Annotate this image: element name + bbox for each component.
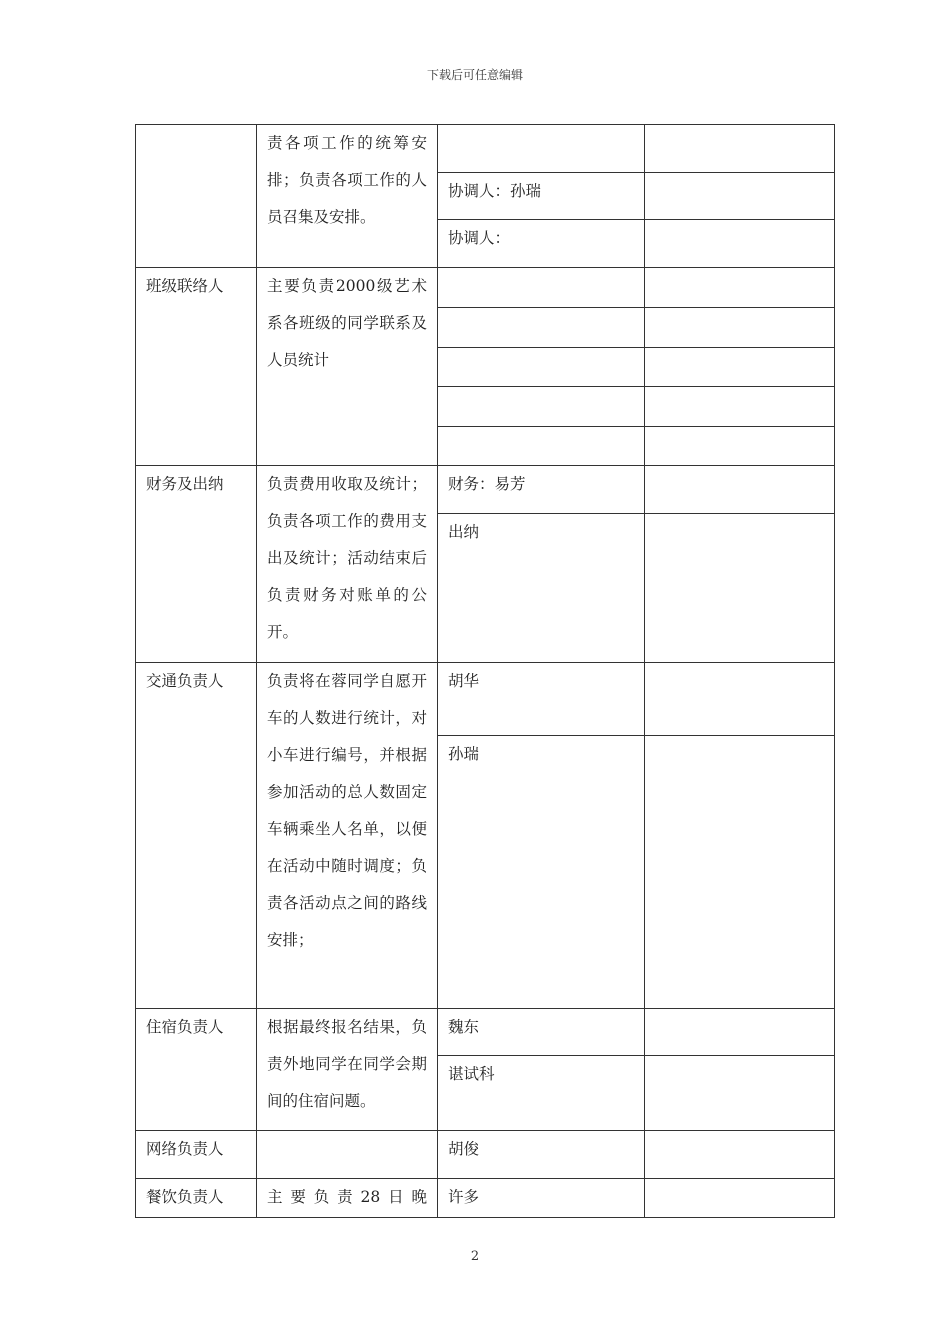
page-number: 2 [470,1249,480,1264]
person-cell [438,387,645,427]
description-cell [257,466,438,663]
table-row [136,268,835,308]
note-cell [645,514,835,663]
description-cell [257,663,438,1009]
note-cell [645,220,835,268]
description-cell [257,1009,438,1131]
person-cell: 谌试科 [438,1056,645,1131]
description-text: 负责将在蓉同学自愿开车的人数进行统计，对小车进行编号，并根据参加活动的总人数固定车辆乘坐人名单，以便在活动中随时调度；负责各活动点之间的路线安排； [267,672,427,949]
person-cell: 许多 [438,1179,645,1218]
role-cell: 财务及出纳 [136,466,257,663]
person-cell: 出纳 [438,514,645,663]
table-row [136,1131,835,1179]
note-cell [645,387,835,427]
person-cell: 财务：易芳 [438,466,645,514]
note-cell [645,268,835,308]
responsibility-table [135,124,835,1218]
person-cell [438,125,645,173]
role-cell: 网络负责人 [136,1131,257,1179]
role-cell: 住宿负责人 [136,1009,257,1131]
note-cell [645,663,835,736]
person-cell [438,348,645,387]
description-text: 根据最终报名结果，负责外地同学在同学会期间的住宿问题。 [267,1018,427,1110]
note-cell [645,427,835,466]
description-cell [257,268,438,466]
person-cell: 孙瑞 [438,736,645,1009]
person-cell [438,268,645,308]
person-cell: 胡华 [438,663,645,736]
note-cell [645,1131,835,1179]
role-cell: 班级联络人 [136,268,257,466]
person-cell [438,308,645,348]
note-cell [645,1179,835,1218]
table-row [136,466,835,514]
description-text: 责各项工作的统筹安排；负责各项工作的人员召集及安排。 [267,134,427,226]
note-cell [645,173,835,220]
table-row [136,663,835,736]
role-cell: 餐饮负责人 [136,1179,257,1218]
table-row [136,125,835,173]
description-text: 负责费用收取及统计；负责各项工作的费用支出及统计；活动结束后负责财务对账单的公开。 [267,475,427,641]
person-cell: 协调人： [438,220,645,268]
note-cell [645,348,835,387]
note-cell [645,1056,835,1131]
person-cell: 胡俊 [438,1131,645,1179]
note-cell [645,466,835,514]
description-cell [257,1179,438,1218]
person-cell [438,427,645,466]
description-text: 主要负责2000级艺术系各班级的同学联系及人员统计 [267,277,427,369]
person-cell: 魏东 [438,1009,645,1056]
role-cell: 交通负责人 [136,663,257,1009]
person-cell: 协调人：孙瑞 [438,173,645,220]
note-cell [645,308,835,348]
note-cell [645,1009,835,1056]
description-cell [257,125,438,268]
note-cell [645,736,835,1009]
description-text: 主要负责28日晚 [267,1188,427,1206]
table-row [136,1009,835,1056]
note-cell [645,125,835,173]
role-cell [136,125,257,268]
table-row [136,1179,835,1218]
description-cell [257,1131,438,1179]
page-header-note: 下载后可任意编辑 [426,68,523,82]
